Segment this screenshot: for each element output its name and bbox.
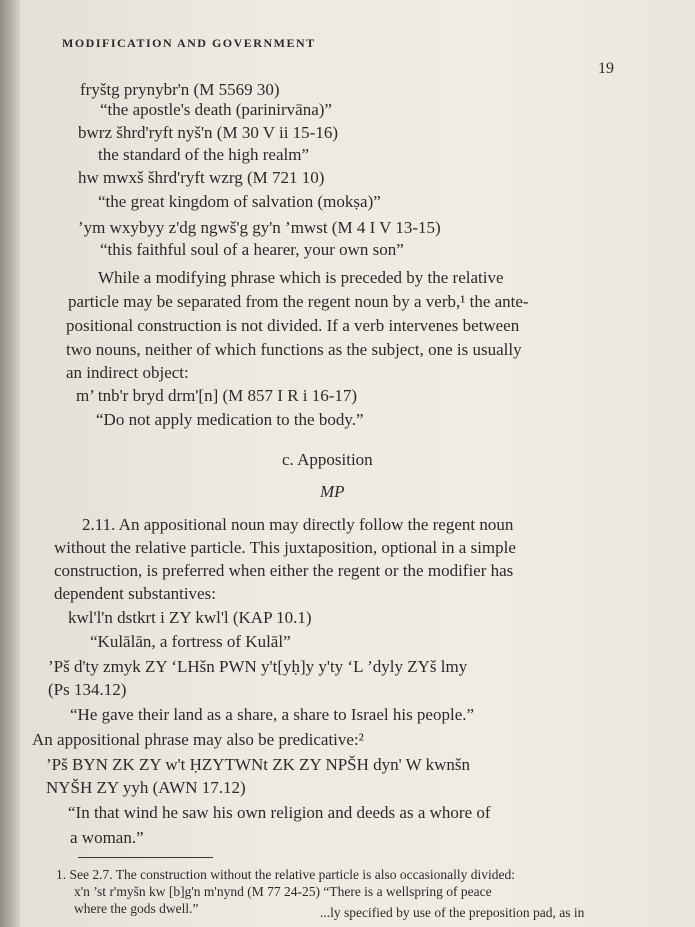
example-gloss: “the great kingdom of salvation (mokṣa)” [98,192,381,211]
paragraph-line: While a modifying phrase which is preceded by the relative [98,268,504,287]
example-line: hw mwxš šhrd'ryft wzrg (M 721 10) [78,168,325,187]
footnote-line: x'n ’st r'myšn kw [b]g'n m'nynd (M 77 24-25) “There is a wellspring of peace [74,884,492,899]
example-gloss: “Kulālān, a fortress of Kulāl” [90,632,291,651]
example-line: bwrz šhrd'ryft nyš'n (M 30 V ii 15-16) [78,123,339,142]
example-gloss: “Do not apply medication to the body.” [96,410,364,429]
paragraph-line: An appositional phrase may also be predicative:² [32,730,364,749]
footnote-line: where the gods dwell.” [74,901,199,916]
example-line: ’Pš d'ty zmyk ZY ‘LHšn PWN y't[yḥ]y y'ty ‘L ’dyly ZYš lmy [48,657,468,676]
paragraph-line: without the relative particle. This juxtaposition, optional in a simple [54,538,516,557]
example-line: kwl'l'n dstkrt i ZY kwl'l (KAP 10.1) [68,608,312,627]
example-gloss: “this faithful soul of a hearer, your own son” [100,240,404,259]
example-line: ’ym wxybyy z'dg ngwš'g gy'n ’mwst (M 4 I V 13-15) [78,218,441,237]
section-heading: c. Apposition [282,450,373,469]
example-gloss: “the apostle's death (parinirvāna)” [100,100,332,119]
example-line: ’Pš BYN ZK ZY w't ḤZYTWNt ZK ZY NPŠH dyn' W kwnšn [46,755,471,774]
running-head: MODIFICATION AND GOVERNMENT [62,36,316,50]
paragraph-line: particle may be separated from the regent noun by a verb,¹ the ante- [68,292,529,311]
book-gutter [0,0,20,927]
paragraph-line: 2.11. An appositional noun may directly follow the regent noun [82,515,514,534]
example-line: fryštg prynybr'n (M 5569 30) [80,80,280,99]
book-page [20,0,695,927]
example-gloss: “In that wind he saw his own religion and deeds as a whore of [68,803,491,822]
footnote-line: ...ly specified by use of the preposition pad, as in [320,905,585,920]
paragraph-line: two nouns, neither of which functions as the subject, one is usually [66,340,522,359]
paragraph-line: an indirect object: [66,363,189,382]
example-line: m’ tnb'r bryd drm'[n] (M 857 I R i 16-17) [76,386,358,405]
paragraph-line: dependent substantives: [54,584,216,603]
page-number: 19 [598,60,614,77]
example-gloss: the standard of the high realm” [98,145,310,164]
section-subheading: MP [320,482,345,501]
example-gloss: a woman.” [70,828,144,847]
footnote-rule [78,857,213,858]
paragraph-line: positional construction is not divided. If a verb intervenes between [66,316,520,335]
paragraph-line: construction, is preferred when either the regent or the modifier has [54,561,514,580]
example-line: NYŠH ZY yyh (AWN 17.12) [46,778,246,797]
example-gloss: “He gave their land as a share, a share to Israel his people.” [70,705,475,724]
footnote-line: 1. See 2.7. The construction without the relative particle is also occasionally divided: [56,867,516,882]
example-line: (Ps 134.12) [48,680,127,699]
